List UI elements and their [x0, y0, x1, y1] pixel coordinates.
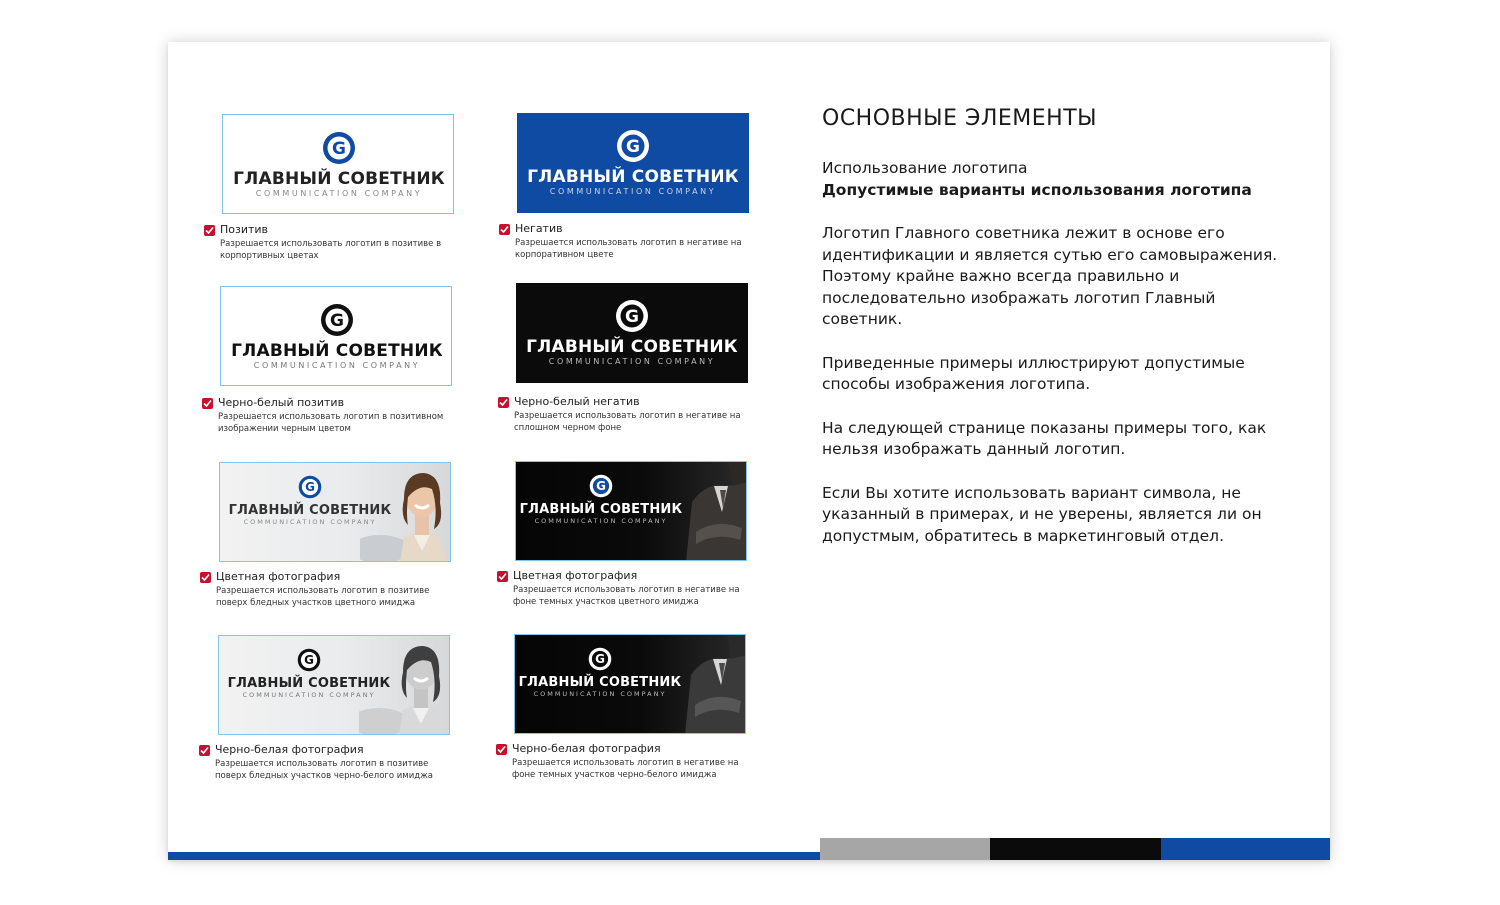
- check-icon: [202, 398, 213, 409]
- svg-text:G: G: [304, 653, 314, 668]
- variant-title: Черно-белый негатив: [514, 395, 640, 408]
- svg-text:G: G: [595, 652, 605, 667]
- svg-text:G: G: [305, 480, 315, 495]
- variant-title: Позитив: [220, 223, 269, 236]
- logo-card-negative: [517, 113, 749, 213]
- g-mark-icon: [588, 647, 612, 671]
- logo-tagline: COMMUNICATION COMPANY: [533, 690, 667, 698]
- logo-tagline: COMMUNICATION COMPANY: [255, 189, 423, 198]
- logo-name: ГЛАВНЫЙ СОВЕТНИК: [518, 675, 682, 690]
- check-icon: [199, 745, 210, 756]
- variant-desc: Разрешается использовать логотип в позитиве поверх бледных участков цветного имиджа: [216, 586, 430, 608]
- logo-tagline: COMMUNICATION COMPANY: [243, 518, 377, 526]
- paragraph: На следующей странице показаны примеры того, как нельзя изображать данный логотип.: [822, 418, 1267, 458]
- logo: [223, 131, 454, 198]
- logo-card-positive: [222, 114, 454, 214]
- variant-desc: Разрешается использовать логотип в позитиве поверх бледных участков черно-белого имиджа: [215, 759, 433, 781]
- g-mark-icon: [589, 474, 613, 498]
- check-icon: [498, 397, 509, 408]
- logo-card-bw-photo-light: [218, 635, 450, 735]
- logo-card-bw-negative: [516, 283, 748, 383]
- logo: [516, 299, 748, 366]
- logo-card-color-photo-dark: [515, 461, 747, 561]
- svg-text:G: G: [332, 139, 346, 159]
- svg-text:G: G: [626, 137, 640, 157]
- check-icon: [499, 224, 510, 235]
- logo-tagline: COMMUNICATION COMPANY: [253, 361, 421, 370]
- paragraph: Приведенные примеры иллюстрируют допустимые способы изображения логотипа.: [822, 353, 1245, 393]
- g-mark-icon: [320, 303, 354, 337]
- variant-title: Негатив: [515, 222, 563, 235]
- variant-desc: Разрешается использовать логотип в негативе на фоне темных участков черно-белого имиджа: [512, 758, 739, 780]
- logo-name: ГЛАВНЫЙ СОВЕТНИК: [228, 503, 392, 518]
- page-title: ОСНОВНЫЕ ЭЛЕМЕНТЫ: [822, 106, 1098, 131]
- logo: [221, 303, 452, 370]
- logo: [517, 129, 749, 196]
- variant-title: Черно-белый позитив: [218, 396, 345, 409]
- g-mark-icon: [616, 129, 650, 163]
- logo: [515, 647, 685, 698]
- check-icon: [204, 225, 215, 236]
- logo-tagline: COMMUNICATION COMPANY: [534, 517, 668, 525]
- logo-name: ГЛАВНЫЙ СОВЕТНИК: [519, 502, 683, 517]
- color-bar-gray: [820, 838, 990, 860]
- svg-text:G: G: [625, 307, 639, 327]
- variant-desc: Разрешается использовать логотип в негативе на корпоративном цвете: [515, 238, 742, 260]
- variant-title: Цветная фотография: [513, 569, 638, 582]
- check-icon: [497, 571, 508, 582]
- section-subtitle-bold: Допустимые варианты использования логотипа: [822, 181, 1252, 199]
- variant-desc: Разрешается использовать логотип в позитивном изображении черным цветом: [218, 412, 444, 434]
- paragraph: Если Вы хотите использовать вариант символа, не указанный в примерах, и не уверены, является ли он допустмым, обратитесь в маркетинговый отдел.: [822, 483, 1262, 545]
- g-mark-icon: [322, 131, 356, 165]
- logo-card-bw-photo-dark: [514, 634, 746, 734]
- variant-desc: Разрешается использовать логотип в позитиве в корпортивных цветах: [220, 239, 442, 261]
- color-bar-black: [990, 838, 1161, 860]
- variant-desc: Разрешается использовать логотип в негативе на сплошном черном фоне: [514, 411, 741, 433]
- variant-title: Цветная фотография: [216, 570, 341, 583]
- svg-text:G: G: [330, 311, 344, 331]
- section-subtitle: Использование логотипа: [822, 159, 1028, 177]
- variant-title: Черно-белая фотография: [512, 742, 661, 755]
- logo: [220, 475, 400, 526]
- logo-tagline: COMMUNICATION COMPANY: [548, 357, 716, 366]
- logo: [219, 648, 399, 699]
- logo-card-color-photo-light: [219, 462, 451, 562]
- color-bar-blue: [1161, 838, 1330, 860]
- g-mark-icon: [615, 299, 649, 333]
- svg-text:G: G: [596, 479, 606, 494]
- g-mark-icon: [297, 648, 321, 672]
- variant-desc: Разрешается использовать логотип в негативе на фоне темных участков цветного имиджа: [513, 585, 740, 607]
- variant-title: Черно-белая фотография: [215, 743, 364, 756]
- text-column: [822, 106, 1292, 547]
- logo-name: ГЛАВНЫЙ СОВЕТНИК: [227, 676, 391, 691]
- logo-tagline: COMMUNICATION COMPANY: [549, 187, 717, 196]
- logo-name: ГЛАВНЫЙ СОВЕТНИК: [233, 169, 445, 189]
- logo-tagline: COMMUNICATION COMPANY: [242, 691, 376, 699]
- paragraph: Логотип Главного советника лежит в основе его идентификации и является сутью его самовыражения. Поэтому крайне важно всегда правильно и последовательно изображать логотип Главный советник.: [822, 224, 1278, 328]
- g-mark-icon: [298, 475, 322, 499]
- logo-card-bw-positive: [220, 286, 452, 386]
- logo-name: ГЛАВНЫЙ СОВЕТНИК: [527, 167, 739, 187]
- check-icon: [496, 744, 507, 755]
- bottom-blue-strip: [168, 852, 820, 860]
- check-icon: [200, 572, 211, 583]
- logo-name: ГЛАВНЫЙ СОВЕТНИК: [526, 337, 738, 357]
- logo-name: ГЛАВНЫЙ СОВЕТНИК: [231, 341, 443, 361]
- logo: [516, 474, 686, 525]
